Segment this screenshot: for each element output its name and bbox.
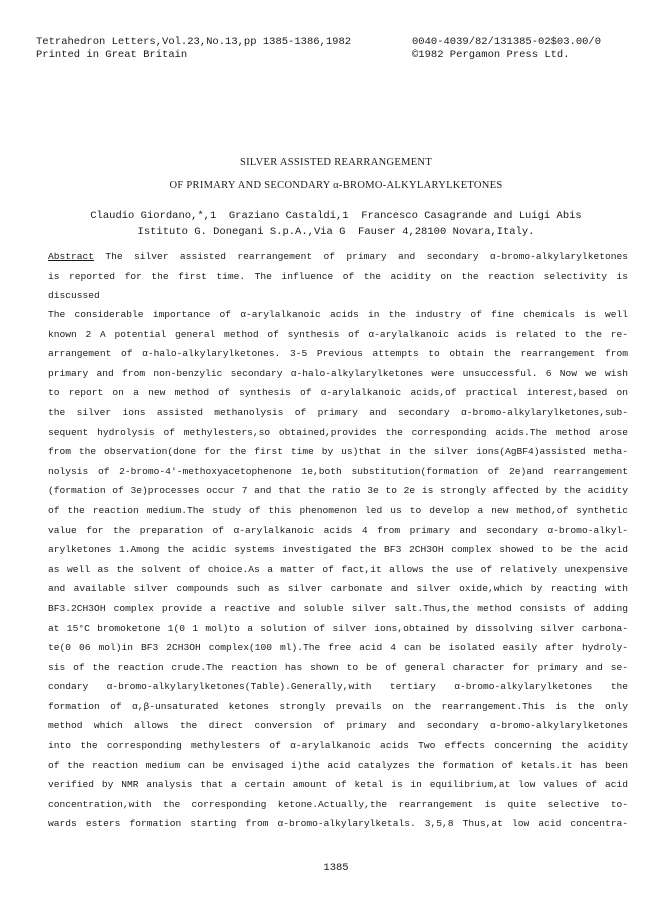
- printed-in: Printed in Great Britain: [36, 49, 188, 61]
- body-line: method which allows the direct conversion of primary and secondary α-bromo-alkylarylketones: [48, 720, 628, 732]
- abstract-line: The silver assisted rearrangement of primary and secondary α-bromo-alkylarylketones: [94, 251, 628, 262]
- abstract-line: is reported for the first time. The influence of the acidity on the reaction selectivity is: [48, 270, 628, 282]
- abstract: [48, 247, 628, 306]
- body-line: value for the preparation of α-arylalkanoic acids 4 from primary and secondary α-bromo-alkyl-: [48, 524, 628, 536]
- body-line: into the corresponding methylesters of α-arylalkanoic acids Two effects concerning the acidity: [48, 740, 628, 752]
- body-line: to report on a new method of synthesis of α-arylalkanoic acids,of practical interest,based on: [48, 387, 628, 399]
- publisher-header: [412, 36, 601, 62]
- page-number: 1385: [323, 862, 349, 874]
- body-line: of the reaction medium can be envisaged i)the acid catalyzes the formation of ketals.it has been: [48, 759, 628, 771]
- body-line: nolysis of 2-bromo-4'-methoxyacetophenone 1e,both substitution(formation of 2e)and rearrangement: [48, 465, 628, 477]
- body-line: arylketones 1.Among the acidic systems investigated the BF3 2CH3OH complex showed to be the acid: [48, 544, 628, 556]
- abstract-line: discussed: [48, 290, 100, 302]
- body-line: te(0 06 mol)in BF3 2CH3OH complex(100 ml).The free acid 4 can be isolated easily after hydroly-: [48, 642, 628, 654]
- copyright: ©1982 Pergamon Press Ltd.: [412, 49, 570, 61]
- body-line: condary α-bromo-alkylarylketones(Table).Generally,with tertiary α-bromo-alkylarylketones the: [48, 681, 628, 693]
- journal-citation: Tetrahedron Letters,Vol.23,No.13,pp 1385-1386,1982: [36, 36, 352, 48]
- body-line: (formation of 3e)processes occur 7 and that the ratio 3e to 2e is strongly affected by the acidity: [48, 485, 628, 497]
- body-line: primary and from non-benzylic secondary α-halo-alkylarylketones were unsuccessful. 6 Now we wish: [48, 367, 628, 379]
- body-line: sis of the reaction crude.The reaction has shown to be of general character for primary and se-: [48, 661, 628, 673]
- article-code: 0040-4039/82/131385-02$03.00/0: [412, 36, 602, 48]
- body-line: at 15°C bromoketone 1(0 1 mol)to a solution of silver ions,obtained by dissolving silver carbona-: [48, 622, 628, 634]
- body-line: arrangement of α-halo-alkylarylketones. 3-5 Previous attempts to obtain the rearrangement from: [48, 348, 628, 360]
- body-line: the silver ions assisted methanolysis of primary and secondary α-bromo-alkylarylketones,sub-: [48, 406, 628, 418]
- body-line: The considerable importance of α-arylalkanoic acids in the industry of fine chemicals is well: [48, 309, 628, 320]
- journal-header: [36, 36, 351, 62]
- body-line: concentration,with the corresponding ketone.Actually,the rearrangement is quite selective to-: [48, 798, 628, 810]
- body-line: of the reaction medium.The study of this phenomenon led us to develop a new method,of synthetic: [48, 504, 628, 516]
- title-line-2: OF PRIMARY AND SECONDARY α-BROMO-ALKYLARYLKETONES: [169, 180, 503, 191]
- body-line: known 2 A potential general method of synthesis of α-arylalkanoic acids is related to the re-: [48, 328, 628, 340]
- body-line: from the observation(done for the first time by us)that in the silver ions(AgBF4)assisted metha-: [48, 446, 628, 458]
- title-line-1: SILVER ASSISTED REARRANGEMENT: [239, 157, 433, 168]
- body-line: sequent hydrolysis of methylesters,so obtained,provides the corresponding acids.The method arose: [48, 426, 628, 438]
- body-line: verified by NMR analysis that a certain amount of ketal is in equilibrium,at low values of acid: [48, 779, 628, 791]
- author-list: Claudio Giordano,*,1 Graziano Castaldi,1 Francesco Casagrande and Luigi Abis: [90, 210, 582, 222]
- body-text: [48, 305, 628, 834]
- body-line: wards esters formation starting from α-bromo-alkylarylketals. 3,5,8 Thus,at low acid concentra-: [48, 818, 628, 830]
- abstract-label: Abstract: [48, 251, 95, 262]
- body-line: BF3.2CH3OH complex provide a reactive and soluble silver salt.Thus,the method consists of adding: [48, 602, 628, 614]
- body-line: formation of α,β-unsaturated ketones strongly prevails on the rearrangement.This is the only: [48, 700, 628, 712]
- affiliation: Istituto G. Donegani S.p.A.,Via G Fauser 4,28100 Novara,Italy.: [137, 226, 535, 238]
- body-line: and available silver compounds such as silver carbonate and silver oxide,which by reacting with: [48, 583, 628, 595]
- body-line: as well as the solvent of choice.As a matter of fact,it allows the use of relatively unexpensive: [48, 563, 628, 575]
